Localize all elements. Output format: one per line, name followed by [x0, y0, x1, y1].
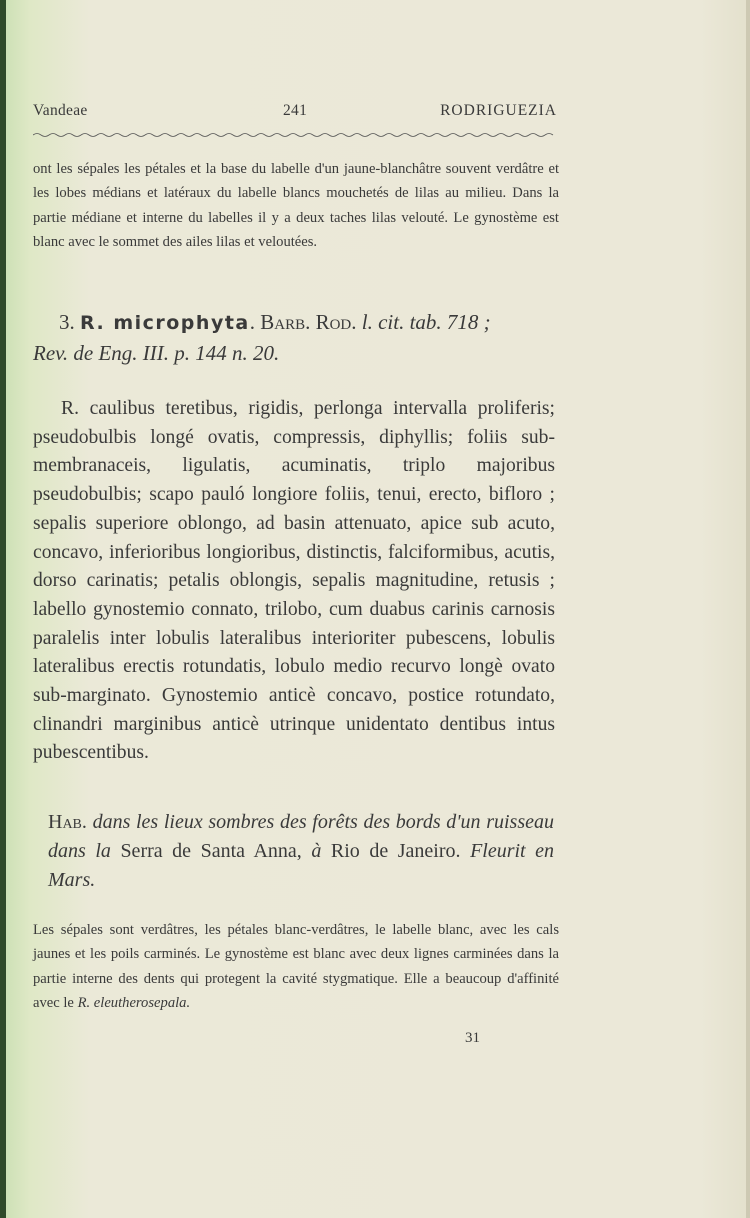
signature-mark: 31: [465, 1030, 480, 1046]
species-reference-2: Rev. de Eng. III. p. 144 n. 20.: [33, 341, 280, 365]
note-french: [33, 918, 559, 1015]
species-author: Barb. Rod.: [260, 310, 357, 334]
habitat-flowering: Fleurit en Mars.: [48, 840, 555, 891]
habitat-city: Rio de Janeiro.: [330, 840, 461, 862]
binding-edge: [0, 0, 6, 1218]
description-french: ont les sépales les pétales et la base du labelle d'un jaune-blanchâtre souvent verdâtre et les lobes médians et latéraux du labelle blancs mouchetés de lilas au milieu. Dans la partie médiane et interne du labelles il y a deux taches lilas velouté. Le gynostème est blanc avec le sommet des ailes lilas et veloutées.: [33, 161, 559, 250]
species-reference: l. cit. tab. 718 ;: [361, 310, 491, 334]
species-number: 3.: [59, 310, 75, 334]
habitat-italic-2: à: [311, 840, 322, 862]
page-edge: [746, 0, 750, 1218]
latin-description: [33, 395, 555, 768]
habitat-label: Hab.: [48, 811, 87, 833]
species-name: R. microphyta: [80, 312, 250, 334]
habitat-place: Serra de Santa Anna,: [120, 840, 302, 862]
page-number: 241: [283, 102, 308, 119]
habitat: [48, 808, 554, 895]
header-section: Vandeae: [33, 102, 88, 119]
header-wavy-rule: [33, 132, 557, 138]
habitat-italic-1: dans les lieux sombres des forêts des bords d'un ruisseau dans la: [48, 811, 554, 862]
header-genus: RODRIGUEZIA: [440, 102, 557, 119]
note-text: Les sépales sont verdâtres, les pétales blanc-verdâtres, le labelle blanc, avec les cals jaunes et les poils carminés. Le gynostème est blanc avec deux lignes carminées dans la partie interne des dents qui protegent la cavité stygmatique. Elle a beaucoup d'affinité avec le: [33, 922, 559, 1011]
running-header: [33, 102, 557, 124]
latin-text: R. caulibus teretibus, rigidis, perlonga intervalla proliferis; pseudobulbis longé ovatis, compressis, diphyllis; foliis sub-membranaceis, ligulatis, acuminatis, triplo majoribus pseudobulbis; scapo pauló longiore foliis, tenui, erecto, bifloro ; sepalis superiore oblongo, ad basin attenuato, apice sub acuto, concavo, inferioribus longioribus, distinctis, falciformibus, acutis, dorso carinatis; petalis oblongis, sepalis magnitudine, retusis ; labello gynostemio connato, trilobo, cum duabus carinis carnosis paralelis inter lobulis lateralibus interioriter pubescens, lobulis lateralibus erectis rotundatis, lobulo medio recurvo longè ovato sub-marginato. Gynostemio anticè concavo, postice rotundato, clinandri marginibus anticè utrinque unidentato dentibus intus pubescentibus.: [33, 398, 555, 764]
note-species-ref: R. eleutherosepala.: [77, 994, 191, 1011]
species-heading: 3. R. microphyta. Barb. Rod. l. cit. tab. 718 ; Rev. de Eng. III. p. 144 n. 20.: [33, 310, 491, 365]
